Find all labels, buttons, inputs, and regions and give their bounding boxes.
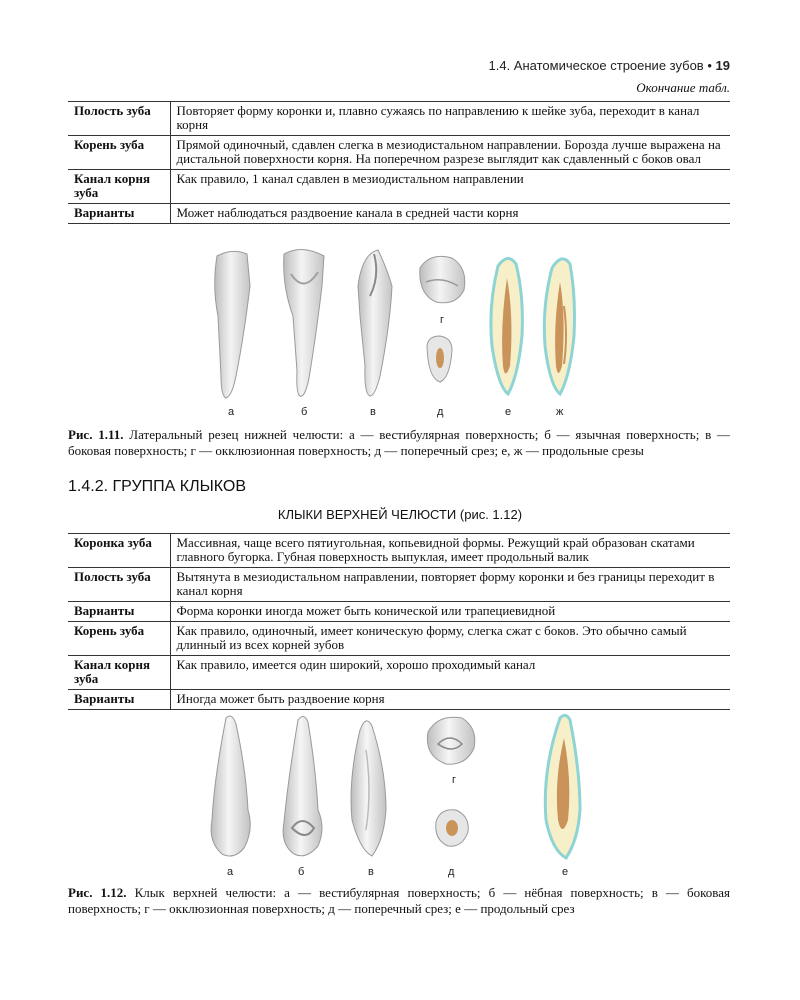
fig1-label-v: в xyxy=(370,406,376,418)
subheading: КЛЫКИ ВЕРХНЕЙ ЧЕЛЮСТИ (рис. 1.12) xyxy=(277,507,523,522)
canine-occlusal-view xyxy=(427,717,474,764)
row-key: Канал корня зуба xyxy=(68,170,170,204)
row-value: Форма коронки иногда может быть конической или трапециевидной xyxy=(170,602,730,622)
figure-1-12-caption xyxy=(68,885,730,917)
row-value: Массивная, чаще всего пятиугольная, копьевидной формы. Режущий край образован скатами главного бугорка. Губная поверхность выпуклая, имеет продольный валик xyxy=(170,534,730,568)
table-upper-canine xyxy=(68,533,730,710)
row-value: Вытянута в мезиодистальном направлении, повторяет форму коронки и без границы переходит в канал корня xyxy=(170,568,730,602)
table-row xyxy=(68,568,730,602)
bullet: • xyxy=(707,58,712,73)
row-key: Полость зуба xyxy=(68,102,170,136)
row-value: Иногда может быть раздвоение корня xyxy=(170,690,730,710)
running-head xyxy=(489,58,731,73)
row-key: Канал корня зуба xyxy=(68,656,170,690)
row-key: Полость зуба xyxy=(68,568,170,602)
fig1-label-zh: ж xyxy=(556,406,564,418)
section-heading: 1.4.2. ГРУППА КЛЫКОВ xyxy=(68,478,246,495)
figure-1-11-caption xyxy=(68,427,730,459)
fig2-label-d: д xyxy=(448,866,455,878)
row-value: Как правило, имеется один широкий, хорошо проходимый канал xyxy=(170,656,730,690)
table-row xyxy=(68,690,730,710)
figure-1-11 xyxy=(0,246,800,422)
canine-illustration xyxy=(0,710,800,882)
row-value: Прямой одиночный, сдавлен слегка в мезиодистальном направлении. Борозда лучше выражена на дистальной поверхности корня. На поперечном разрезе выглядит как сдавленный с боков овал xyxy=(170,136,730,170)
row-key: Корень зуба xyxy=(68,622,170,656)
table-row xyxy=(68,656,730,690)
fig2-label-v: в xyxy=(368,866,374,878)
fig1-label-b: б xyxy=(301,406,308,418)
caption-number: Рис. 1.11. xyxy=(68,427,124,442)
fig1-label-g: г xyxy=(440,314,445,326)
incisor-lateral-view xyxy=(358,250,392,396)
caption-number: Рис. 1.12. xyxy=(68,885,127,900)
row-value: Может наблюдаться раздвоение канала в средней части корня xyxy=(170,204,730,224)
fig1-label-d: д xyxy=(437,406,444,418)
row-value: Как правило, 1 канал сдавлен в мезиодистальном направлении xyxy=(170,170,730,204)
table-row xyxy=(68,136,730,170)
table-row xyxy=(68,602,730,622)
table-row xyxy=(68,204,730,224)
fig2-label-g: г xyxy=(452,774,457,786)
figure-1-12 xyxy=(0,710,800,882)
table-row xyxy=(68,622,730,656)
page-number: 19 xyxy=(715,58,730,73)
caption-text: Клык верхней челюсти: а — вестибулярная поверхность; б — нёбная поверхность; в — боковая поверхность; г — окклюзионная поверхность; д — поперечный срез; е — продольный срез xyxy=(68,885,731,916)
fig1-label-e: е xyxy=(505,406,512,418)
row-value: Как правило, одиночный, имеет коническую форму, слегка сжат с боков. Это обычно самый длинный из всех корней зубов xyxy=(170,622,730,656)
table-row xyxy=(68,534,730,568)
fig1-label-a: а xyxy=(228,406,235,418)
running-title: 1.4. Анатомическое строение зубов xyxy=(488,58,704,73)
row-key: Варианты xyxy=(68,690,170,710)
fig2-label-b: б xyxy=(298,866,305,878)
row-key: Корень зуба xyxy=(68,136,170,170)
fig2-label-a: а xyxy=(227,866,234,878)
canine-vestibular-view xyxy=(211,716,250,856)
incisor-illustration xyxy=(0,246,800,422)
row-value: Повторяет форму коронки и, плавно сужаясь по направлению к шейке зуба, переходит в канал корня xyxy=(170,102,730,136)
table-row xyxy=(68,102,730,136)
caption-text: Латеральный резец нижней челюсти: а — вестибулярная поверхность; б — язычная поверхность; в — боковая поверхность; г — окклюзионная поверхность; д — поперечный срез; е, ж — продольные срезы xyxy=(68,427,730,458)
incisor-vestibular-view xyxy=(215,251,250,398)
table-continuation-note: Окончание табл. xyxy=(636,80,730,95)
row-key: Коронка зуба xyxy=(68,534,170,568)
table-row xyxy=(68,170,730,204)
fig2-label-e: е xyxy=(562,866,569,878)
row-key: Варианты xyxy=(68,204,170,224)
row-key: Варианты xyxy=(68,602,170,622)
table-incisor-end xyxy=(68,101,730,224)
incisor-lingual-view xyxy=(284,249,324,396)
